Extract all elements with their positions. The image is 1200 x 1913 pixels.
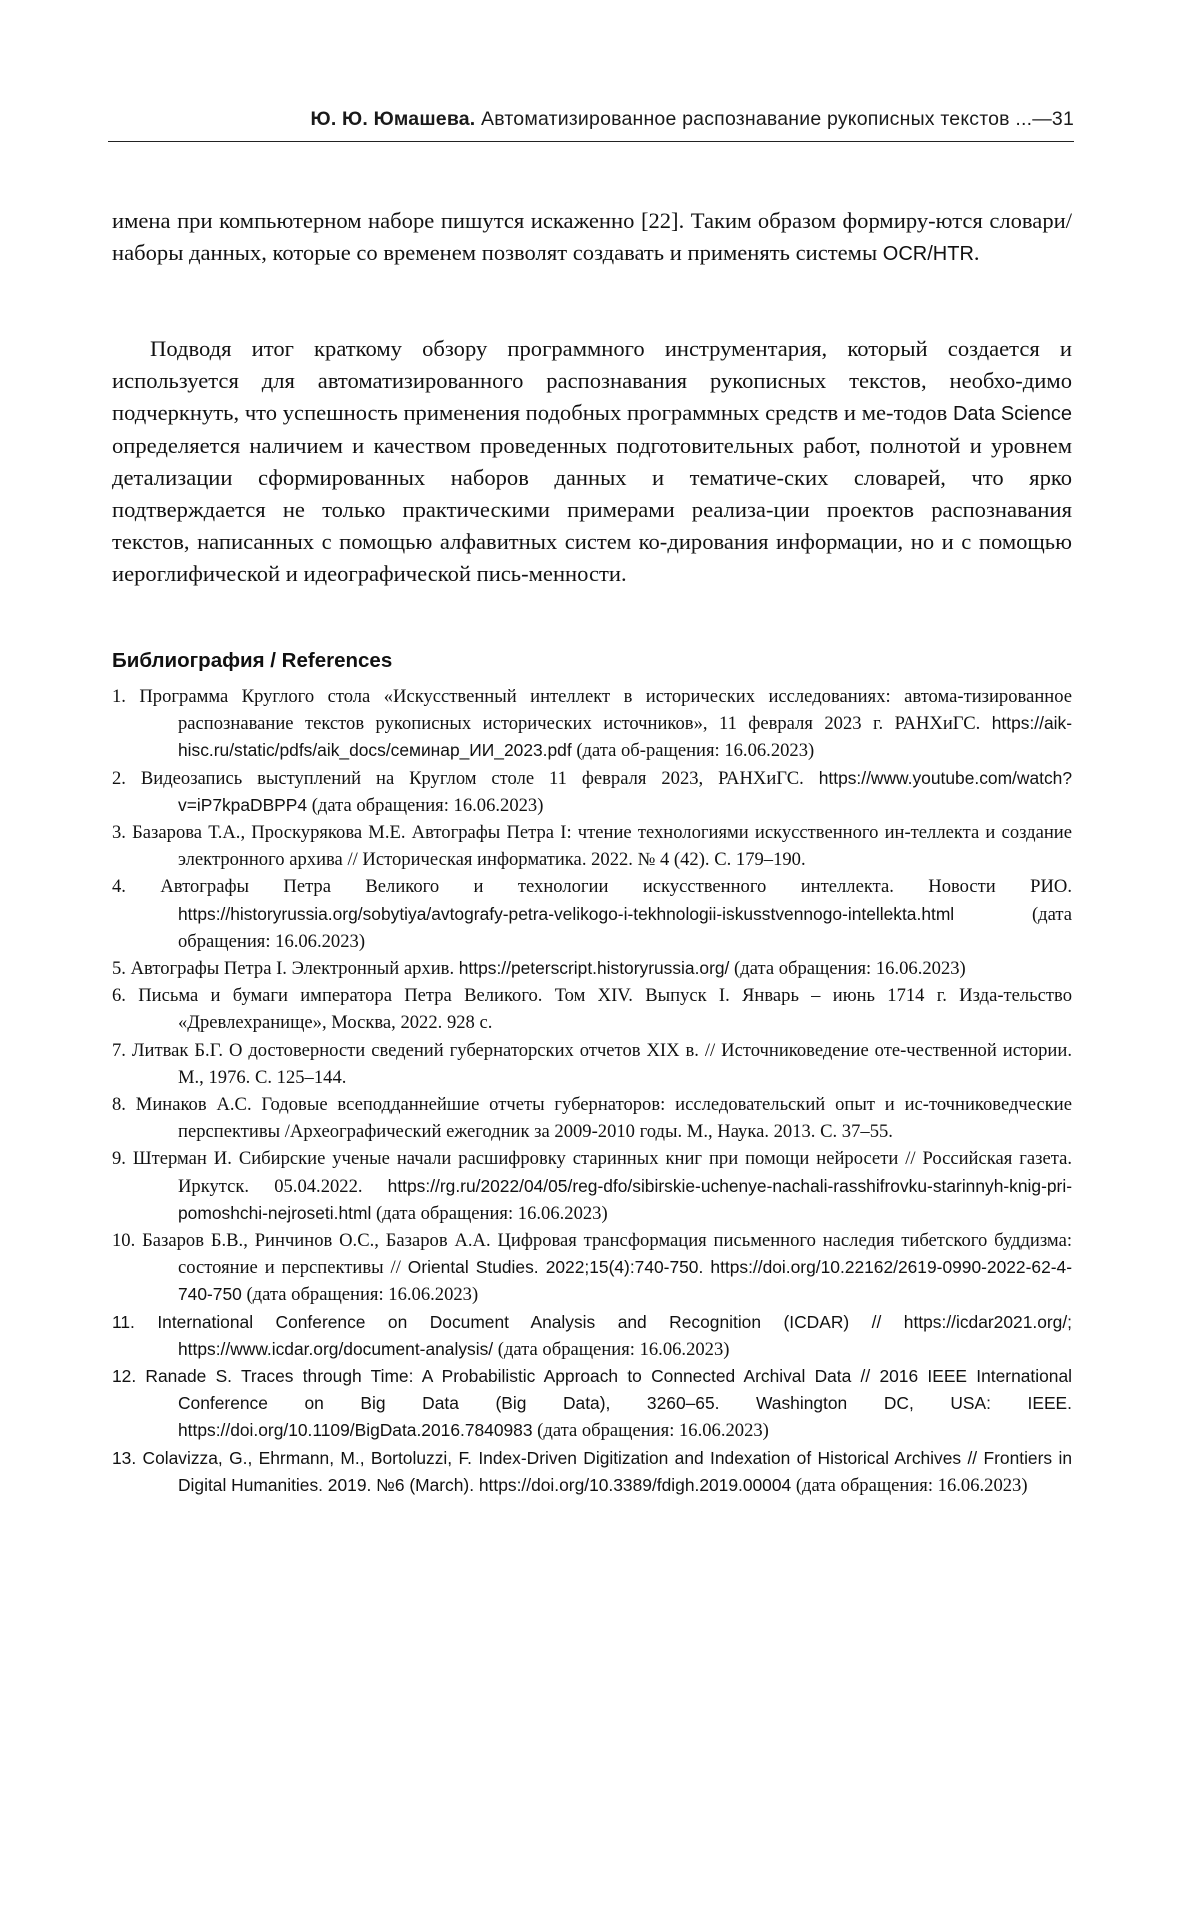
- reference-link[interactable]: Oriental Studies. 2022;15(4):740-750. https://doi.org/10.22162/2619-0990-2022-62-4-740-750: [178, 1257, 1072, 1305]
- reference-link[interactable]: https://aik-hisc.ru/static/pdfs/aik_docs/семинар_ИИ_2023.pdf: [178, 713, 1072, 761]
- reference-text: 9. Штерман И. Сибирские ученые начали расшифровку старинных книг при помощи нейросети // Российская газета. Иркутск. 05.04.2022.: [112, 1148, 1072, 1197]
- reference-access-date: (дата обращения: 16.06.2023): [493, 1338, 730, 1360]
- reference-text: 4. Автографы Петра Великого и технологии искусственного интеллекта. Новости РИО.: [112, 876, 1072, 898]
- reference-link[interactable]: https://www.youtube.com/watch?v=iP7kpaDBPP4: [178, 767, 1072, 815]
- paragraph-1-end: .: [973, 240, 980, 265]
- reference-link[interactable]: 11. International Conference on Document Analysis and Recognition (ICDAR) // https://icdar2021.org/; https://www.icdar.org/document-analysis/: [112, 1311, 1072, 1359]
- reference-item: [112, 1091, 1072, 1145]
- reference-item: [112, 765, 1072, 819]
- reference-item: [112, 683, 1072, 765]
- running-head-rule: [108, 141, 1074, 142]
- reference-text: 5. Автографы Петра I. Электронный архив.: [112, 958, 459, 980]
- reference-link[interactable]: https://historyrussia.org/sobytiya/avtografy-petra-velikogo-i-tekhnologii-iskusstvennogo-intellekta.html: [178, 903, 955, 924]
- paragraph-1: [112, 205, 1072, 270]
- page-number: —31: [1032, 108, 1074, 130]
- reference-access-date: (дата обращения: 16.06.2023): [307, 794, 544, 816]
- reference-item: [112, 1309, 1072, 1363]
- paragraph-1-term: OCR/HTR: [882, 243, 974, 265]
- reference-item: [112, 1037, 1072, 1091]
- paragraph-2-end: определяется наличием и качеством проведенных подготовительных работ, полнотой и уровнем детализации сформированных наборов данных и тематиче-ских словарей, что ярко подтверждается не только практическими примерами реализа-ции проектов распознавания текстов, написанных с помощью алфавитных систем ко-дирования информации, но и с помощью иероглифической и идеографической пись-менности.: [112, 433, 1072, 586]
- reference-access-date: (дата обращения: 16.06.2023): [178, 903, 1072, 952]
- reference-link[interactable]: 13. Colavizza, G., Ehrmann, M., Bortoluzzi, F. Index-Driven Digitization and Indexation of Historical Archives // Frontiers in Digital Humanities. 2019. №6 (March). https://doi.org/10.3389/fdigh.2019.00004: [112, 1447, 1072, 1495]
- reference-text: 2. Видеозапись выступлений на Круглом столе 11 февраля 2023, РАНХиГС.: [112, 767, 819, 789]
- running-head-title: Автоматизированное распознавание рукописных текстов ...: [481, 108, 1033, 130]
- reference-link[interactable]: https://rg.ru/2022/04/05/reg-dfo/sibirskie-uchenye-nachali-rasshifrovku-starinnyh-knig-pri-pomoshchi-nejroseti.html: [178, 1175, 1072, 1223]
- reference-text: 7. Литвак Б.Г. О достоверности сведений губернаторских отчетов XIX в. // Источниковедение оте-чественной истории. М., 1976. С. 125–144.: [112, 1039, 1072, 1088]
- reference-access-date: (дата обращения: 16.06.2023): [532, 1420, 769, 1442]
- reference-text: 6. Письма и бумаги императора Петра Великого. Том XIV. Выпуск I. Январь – июнь 1714 г. Изда-тельство «Древлехранище», Москва, 2022. 928 с.: [112, 985, 1072, 1034]
- paragraph-2: [112, 333, 1072, 590]
- paragraph-2-text: Подводя итог краткому обзору программного инструментария, который создается и используется для автоматизированного распознавания рукописных текстов, необхо-димо подчеркнуть, что успешность применения подобных программных средств и ме-тодов: [112, 336, 1072, 425]
- reference-item: [112, 1227, 1072, 1309]
- reference-item: [112, 1145, 1072, 1227]
- reference-item: [112, 982, 1072, 1036]
- paragraph-1-text: имена при компьютерном наборе пишутся искаженно [22]. Таким образом формиру-ются словари/наборы данных, которые со временем позволят создавать и применять системы: [112, 208, 1072, 265]
- reference-item: [112, 955, 1072, 982]
- reference-item: [112, 1445, 1072, 1499]
- reference-access-date: (дата обращения: 16.06.2023): [791, 1474, 1028, 1496]
- reference-access-date: (дата обращения: 16.06.2023): [729, 958, 966, 980]
- reference-text: 8. Минаков А.С. Годовые всеподданнейшие отчеты губернаторов: исследовательский опыт и ис-точниковедческие перспективы /Археографический ежегодник за 2009-2010 годы. М., Наука. 2013. С. 37–55.: [112, 1094, 1072, 1143]
- reference-access-date: (дата обращения: 16.06.2023): [371, 1202, 608, 1224]
- reference-access-date: (дата об-ращения: 16.06.2023): [571, 740, 815, 762]
- reference-text: 3. Базарова Т.А., Проскурякова М.Е. Автографы Петра I: чтение технологиями искусственного ин-теллекта и создание электронного архива // Историческая информатика. 2022. № 4 (42). С. 179–190.: [112, 822, 1072, 871]
- reference-list: [112, 683, 1072, 1499]
- reference-access-date: (дата обращения: 16.06.2023): [241, 1284, 479, 1306]
- reference-item: [112, 873, 1072, 955]
- reference-text: 10. Базаров Б.В., Ринчинов О.С., Базаров А.А. Цифровая трансформация письменного наследия тибетского буддизма: состояние и перспективы //: [112, 1230, 1072, 1279]
- bibliography-heading: Библиография / References: [112, 649, 393, 672]
- running-head-author: Ю. Ю. Юмашева.: [310, 108, 476, 130]
- reference-item: [112, 1363, 1072, 1445]
- reference-item: [112, 819, 1072, 873]
- running-head: [108, 108, 1074, 131]
- reference-link[interactable]: 12. Ranade S. Traces through Time: A Probabilistic Approach to Connected Archival Data // 2016 IEEE International Conference on Big Data (Big Data), 3260–65. Washington DC, USA: IEEE. https://doi.org/10.1109/BigData.2016.7840983: [112, 1366, 1072, 1441]
- paragraph-2-term: Data Science: [952, 403, 1072, 425]
- reference-link[interactable]: https://peterscript.historyrussia.org/: [458, 958, 730, 979]
- reference-text: 1. Программа Круглого стола «Искусственный интеллект в исторических исследованиях: автома-тизированное распознавание текстов рукописных исторических источников», 11 февраля 2023 г. РАНХиГС.: [112, 686, 1072, 735]
